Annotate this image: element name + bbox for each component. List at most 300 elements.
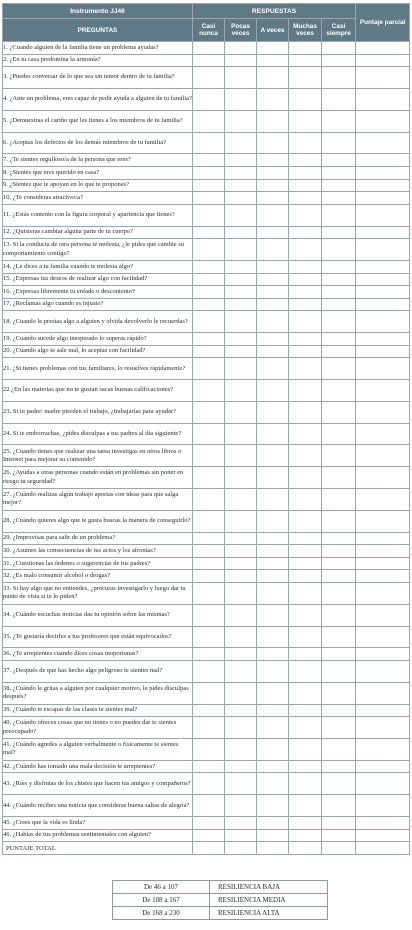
answer-cell[interactable] xyxy=(193,166,225,179)
answer-cell[interactable] xyxy=(257,67,289,89)
answer-cell[interactable] xyxy=(193,226,225,239)
answer-cell[interactable] xyxy=(193,489,225,511)
answer-cell[interactable] xyxy=(257,260,289,273)
question-row xyxy=(3,166,410,179)
instrument-title: Instrumento JJ46 xyxy=(3,4,193,19)
answer-cell[interactable] xyxy=(257,204,289,226)
answer-cell[interactable] xyxy=(193,467,225,489)
answer-cell[interactable] xyxy=(193,717,225,739)
answer-cell[interactable] xyxy=(225,239,257,261)
answer-cell[interactable] xyxy=(225,298,257,311)
answer-cell[interactable] xyxy=(193,88,225,110)
answer-cell[interactable] xyxy=(225,380,257,402)
partial-score-cell[interactable] xyxy=(356,760,410,773)
answer-cell[interactable] xyxy=(193,423,225,445)
answer-cell[interactable] xyxy=(225,648,257,661)
partial-score-cell[interactable] xyxy=(356,445,410,467)
answer-cell[interactable] xyxy=(225,626,257,648)
partial-score-cell[interactable] xyxy=(356,286,410,299)
answer-cell[interactable] xyxy=(289,333,322,346)
answer-cell[interactable] xyxy=(193,532,225,545)
answer-cell[interactable] xyxy=(193,154,225,167)
answer-cell[interactable] xyxy=(257,192,289,205)
partial-score-cell[interactable] xyxy=(356,88,410,110)
answer-cell[interactable] xyxy=(289,311,322,333)
answer-cell[interactable] xyxy=(257,648,289,661)
answer-cell[interactable] xyxy=(193,401,225,423)
answer-cell[interactable] xyxy=(225,682,257,704)
answer-cell[interactable] xyxy=(225,286,257,299)
answer-cell[interactable] xyxy=(322,604,356,626)
partial-score-cell[interactable] xyxy=(356,467,410,489)
answer-cell[interactable] xyxy=(225,42,257,55)
answer-cell[interactable] xyxy=(257,545,289,558)
answer-cell[interactable] xyxy=(289,570,322,583)
answer-cell[interactable] xyxy=(257,570,289,583)
answer-cell[interactable] xyxy=(225,54,257,67)
answer-cell[interactable] xyxy=(257,445,289,467)
answer-cell[interactable] xyxy=(289,273,322,286)
answer-cell[interactable] xyxy=(322,489,356,511)
partial-score-cell[interactable] xyxy=(356,273,410,286)
question-text: 39. ¿Cuándo te escapas de las clases te sientes mal? xyxy=(3,704,193,717)
answer-cell[interactable] xyxy=(322,358,356,380)
partial-score-cell[interactable] xyxy=(356,192,410,205)
partial-score-cell[interactable] xyxy=(356,423,410,445)
total-cell xyxy=(257,842,289,855)
answer-cell[interactable] xyxy=(225,817,257,830)
answer-cell[interactable] xyxy=(225,570,257,583)
answer-cell[interactable] xyxy=(322,286,356,299)
answer-cell[interactable] xyxy=(257,333,289,346)
answer-cell[interactable] xyxy=(289,154,322,167)
answer-cell[interactable] xyxy=(289,239,322,261)
answer-cell[interactable] xyxy=(322,626,356,648)
answer-cell[interactable] xyxy=(322,817,356,830)
answer-cell[interactable] xyxy=(257,380,289,402)
answer-cell[interactable] xyxy=(257,54,289,67)
answer-cell[interactable] xyxy=(257,286,289,299)
partial-score-cell[interactable] xyxy=(356,179,410,192)
question-text: 33. Si hay algo que no entiendes, ¿procuras investigarlo y luego dar tu punto de vista si te lo piden? xyxy=(3,583,193,605)
answer-cell[interactable] xyxy=(289,661,322,683)
answer-cell[interactable] xyxy=(193,132,225,154)
answer-cell[interactable] xyxy=(257,532,289,545)
answer-cell[interactable] xyxy=(193,682,225,704)
answer-cell[interactable] xyxy=(322,682,356,704)
answer-cell[interactable] xyxy=(193,298,225,311)
answer-cell[interactable] xyxy=(225,226,257,239)
partial-score-cell[interactable] xyxy=(356,545,410,558)
answer-cell[interactable] xyxy=(193,795,225,817)
partial-score-cell[interactable] xyxy=(356,42,410,55)
answer-cell[interactable] xyxy=(225,532,257,545)
answer-cell[interactable] xyxy=(193,260,225,273)
answer-cell[interactable] xyxy=(322,532,356,545)
answer-cell[interactable] xyxy=(257,226,289,239)
question-text: 24. Si te emborrachas, ¿pides disculpas a tus padres al día siguiente? xyxy=(3,423,193,445)
answer-cell[interactable] xyxy=(322,54,356,67)
answer-cell[interactable] xyxy=(289,829,322,842)
answer-cell[interactable] xyxy=(289,204,322,226)
answer-cell[interactable] xyxy=(289,298,322,311)
answer-cell[interactable] xyxy=(257,510,289,532)
answer-cell[interactable] xyxy=(193,604,225,626)
answer-cell[interactable] xyxy=(289,260,322,273)
answer-cell[interactable] xyxy=(257,345,289,358)
partial-score-cell[interactable] xyxy=(356,132,410,154)
answer-cell[interactable] xyxy=(225,154,257,167)
answer-cell[interactable] xyxy=(225,423,257,445)
answer-cell[interactable] xyxy=(193,661,225,683)
partial-score-cell[interactable] xyxy=(356,226,410,239)
partial-score-cell[interactable] xyxy=(356,717,410,739)
answer-cell[interactable] xyxy=(193,345,225,358)
answer-cell[interactable] xyxy=(193,179,225,192)
answer-cell[interactable] xyxy=(322,67,356,89)
partial-score-cell[interactable] xyxy=(356,739,410,761)
answer-cell[interactable] xyxy=(225,192,257,205)
answer-cell[interactable] xyxy=(322,648,356,661)
answer-cell[interactable] xyxy=(193,557,225,570)
range-row xyxy=(113,881,328,894)
option-almost-always: Casi siempre xyxy=(322,19,356,42)
partial-score-cell[interactable] xyxy=(356,110,410,132)
partial-score-cell[interactable] xyxy=(356,204,410,226)
answer-cell[interactable] xyxy=(289,110,322,132)
answer-cell[interactable] xyxy=(193,510,225,532)
partial-score-cell[interactable] xyxy=(356,532,410,545)
answer-cell[interactable] xyxy=(322,510,356,532)
answer-cell[interactable] xyxy=(322,192,356,205)
answer-cell[interactable] xyxy=(257,401,289,423)
answer-cell[interactable] xyxy=(193,648,225,661)
answer-cell[interactable] xyxy=(193,739,225,761)
partial-score-cell[interactable] xyxy=(356,358,410,380)
answer-cell[interactable] xyxy=(193,358,225,380)
answer-cell[interactable] xyxy=(289,445,322,467)
answer-cell[interactable] xyxy=(289,682,322,704)
answer-cell[interactable] xyxy=(289,358,322,380)
answer-cell[interactable] xyxy=(257,239,289,261)
answer-cell[interactable] xyxy=(257,132,289,154)
answer-cell[interactable] xyxy=(322,110,356,132)
answer-cell[interactable] xyxy=(322,260,356,273)
partial-score-cell[interactable] xyxy=(356,239,410,261)
resilience-level: RESILIENCIA BAJA xyxy=(210,881,328,894)
answer-cell[interactable] xyxy=(193,192,225,205)
question-text: 30. ¿Asumes las consecuencias de tus actos y los afrontas? xyxy=(3,545,193,558)
answer-cell[interactable] xyxy=(322,760,356,773)
answer-cell[interactable] xyxy=(193,110,225,132)
answer-cell[interactable] xyxy=(289,423,322,445)
answer-cell[interactable] xyxy=(225,795,257,817)
answer-cell[interactable] xyxy=(257,661,289,683)
question-text: 36. ¿Te arrepientes cuando dices cosas inoportunas? xyxy=(3,648,193,661)
answer-cell[interactable] xyxy=(193,54,225,67)
answer-cell[interactable] xyxy=(289,380,322,402)
answer-cell[interactable] xyxy=(322,166,356,179)
partial-score-cell[interactable] xyxy=(356,166,410,179)
answer-cell[interactable] xyxy=(322,226,356,239)
answer-cell[interactable] xyxy=(193,42,225,55)
answer-cell[interactable] xyxy=(322,545,356,558)
answer-cell[interactable] xyxy=(289,166,322,179)
answer-cell[interactable] xyxy=(289,583,322,605)
answer-cell[interactable] xyxy=(225,110,257,132)
partial-score-cell[interactable] xyxy=(356,67,410,89)
question-row xyxy=(3,54,410,67)
partial-score-cell[interactable] xyxy=(356,54,410,67)
answer-cell[interactable] xyxy=(322,467,356,489)
answer-cell[interactable] xyxy=(225,467,257,489)
answer-cell[interactable] xyxy=(225,773,257,795)
answer-cell[interactable] xyxy=(193,760,225,773)
answer-cell[interactable] xyxy=(257,760,289,773)
answer-cell[interactable] xyxy=(289,54,322,67)
answer-cell[interactable] xyxy=(257,583,289,605)
answer-cell[interactable] xyxy=(289,67,322,89)
answer-cell[interactable] xyxy=(257,795,289,817)
answer-cell[interactable] xyxy=(289,532,322,545)
answer-cell[interactable] xyxy=(225,179,257,192)
partial-score-cell[interactable] xyxy=(356,648,410,661)
partial-score-cell[interactable] xyxy=(356,829,410,842)
answer-cell[interactable] xyxy=(225,704,257,717)
answer-cell[interactable] xyxy=(322,795,356,817)
answer-cell[interactable] xyxy=(322,739,356,761)
answer-cell[interactable] xyxy=(193,239,225,261)
answer-cell[interactable] xyxy=(225,345,257,358)
answer-cell[interactable] xyxy=(225,401,257,423)
answer-cell[interactable] xyxy=(322,773,356,795)
answer-cell[interactable] xyxy=(193,204,225,226)
answer-cell[interactable] xyxy=(257,817,289,830)
answer-cell[interactable] xyxy=(225,829,257,842)
partial-score-cell[interactable] xyxy=(356,401,410,423)
answer-cell[interactable] xyxy=(322,380,356,402)
question-row xyxy=(3,489,410,511)
answer-cell[interactable] xyxy=(257,423,289,445)
answer-cell[interactable] xyxy=(225,717,257,739)
answer-cell[interactable] xyxy=(225,445,257,467)
answer-cell[interactable] xyxy=(257,298,289,311)
answer-cell[interactable] xyxy=(322,273,356,286)
answer-cell[interactable] xyxy=(225,545,257,558)
answer-cell[interactable] xyxy=(289,42,322,55)
partial-score-cell[interactable] xyxy=(356,704,410,717)
answer-cell[interactable] xyxy=(322,661,356,683)
answer-cell[interactable] xyxy=(322,583,356,605)
answer-cell[interactable] xyxy=(322,717,356,739)
range-row xyxy=(113,907,328,920)
answer-cell[interactable] xyxy=(225,67,257,89)
answer-cell[interactable] xyxy=(257,166,289,179)
answer-cell[interactable] xyxy=(225,132,257,154)
question-row xyxy=(3,510,410,532)
answer-cell[interactable] xyxy=(289,795,322,817)
answer-cell[interactable] xyxy=(289,648,322,661)
answer-cell[interactable] xyxy=(257,773,289,795)
answer-cell[interactable] xyxy=(193,583,225,605)
answer-cell[interactable] xyxy=(225,739,257,761)
answer-cell[interactable] xyxy=(257,311,289,333)
partial-score-cell[interactable] xyxy=(356,260,410,273)
answer-cell[interactable] xyxy=(257,110,289,132)
answer-cell[interactable] xyxy=(322,298,356,311)
answer-cell[interactable] xyxy=(225,273,257,286)
answer-cell[interactable] xyxy=(257,467,289,489)
answer-cell[interactable] xyxy=(257,739,289,761)
score-range: De 108 a 167 xyxy=(113,894,210,907)
partial-score-cell[interactable] xyxy=(356,311,410,333)
partial-score-cell[interactable] xyxy=(356,795,410,817)
answer-cell[interactable] xyxy=(289,604,322,626)
partial-score-cell[interactable] xyxy=(356,817,410,830)
answer-cell[interactable] xyxy=(193,333,225,346)
answer-cell[interactable] xyxy=(225,557,257,570)
answer-cell[interactable] xyxy=(225,358,257,380)
answer-cell[interactable] xyxy=(322,345,356,358)
answer-cell[interactable] xyxy=(289,88,322,110)
answer-cell[interactable] xyxy=(322,704,356,717)
partial-score-cell[interactable] xyxy=(356,333,410,346)
question-text: 20. ¿Cuando algo te sale mal, lo aceptas con facilidad? xyxy=(3,345,193,358)
answer-cell[interactable] xyxy=(322,829,356,842)
answer-cell[interactable] xyxy=(289,626,322,648)
answer-cell[interactable] xyxy=(289,557,322,570)
answer-cell[interactable] xyxy=(225,510,257,532)
answer-cell[interactable] xyxy=(289,717,322,739)
answer-cell[interactable] xyxy=(225,260,257,273)
answer-cell[interactable] xyxy=(193,829,225,842)
answer-cell[interactable] xyxy=(193,773,225,795)
answer-cell[interactable] xyxy=(225,333,257,346)
answer-cell[interactable] xyxy=(322,401,356,423)
answer-cell[interactable] xyxy=(225,489,257,511)
answer-cell[interactable] xyxy=(193,570,225,583)
answer-cell[interactable] xyxy=(289,192,322,205)
answer-cell[interactable] xyxy=(193,380,225,402)
partial-score-cell[interactable] xyxy=(356,583,410,605)
question-row xyxy=(3,179,410,192)
answer-cell[interactable] xyxy=(322,557,356,570)
answer-cell[interactable] xyxy=(193,704,225,717)
answer-cell[interactable] xyxy=(289,467,322,489)
partial-score-cell[interactable] xyxy=(356,510,410,532)
answer-cell[interactable] xyxy=(289,704,322,717)
answer-cell[interactable] xyxy=(289,179,322,192)
answer-cell[interactable] xyxy=(257,626,289,648)
answer-cell[interactable] xyxy=(322,423,356,445)
partial-score-cell[interactable] xyxy=(356,154,410,167)
answer-cell[interactable] xyxy=(322,333,356,346)
answer-cell[interactable] xyxy=(322,204,356,226)
answer-cell[interactable] xyxy=(257,273,289,286)
answer-cell[interactable] xyxy=(289,286,322,299)
answer-cell[interactable] xyxy=(225,583,257,605)
answer-cell[interactable] xyxy=(257,829,289,842)
partial-score-cell[interactable] xyxy=(356,570,410,583)
answer-cell[interactable] xyxy=(193,311,225,333)
answer-cell[interactable] xyxy=(322,445,356,467)
question-text: 19. ¿Cuando sucede algo inesperado lo superas rápido? xyxy=(3,333,193,346)
answer-cell[interactable] xyxy=(193,626,225,648)
answer-cell[interactable] xyxy=(322,42,356,55)
answer-cell[interactable] xyxy=(225,311,257,333)
answer-cell[interactable] xyxy=(289,739,322,761)
partial-score-cell[interactable] xyxy=(356,557,410,570)
answer-cell[interactable] xyxy=(289,132,322,154)
answer-cell[interactable] xyxy=(322,88,356,110)
answer-cell[interactable] xyxy=(257,682,289,704)
answer-cell[interactable] xyxy=(289,401,322,423)
answer-cell[interactable] xyxy=(193,67,225,89)
partial-score-cell[interactable] xyxy=(356,661,410,683)
answer-cell[interactable] xyxy=(289,489,322,511)
answer-cell[interactable] xyxy=(257,604,289,626)
answer-cell[interactable] xyxy=(322,239,356,261)
answer-cell[interactable] xyxy=(289,226,322,239)
answer-cell[interactable] xyxy=(225,661,257,683)
answer-cell[interactable] xyxy=(322,154,356,167)
answer-cell[interactable] xyxy=(289,510,322,532)
answer-cell[interactable] xyxy=(193,545,225,558)
answer-cell[interactable] xyxy=(322,570,356,583)
answer-cell[interactable] xyxy=(225,760,257,773)
answer-cell[interactable] xyxy=(257,489,289,511)
answer-cell[interactable] xyxy=(193,286,225,299)
answer-cell[interactable] xyxy=(193,817,225,830)
questionnaire-sheet xyxy=(2,3,409,855)
partial-score-cell[interactable] xyxy=(356,626,410,648)
answer-cell[interactable] xyxy=(257,154,289,167)
partial-score-cell[interactable] xyxy=(356,298,410,311)
answer-cell[interactable] xyxy=(257,88,289,110)
answer-cell[interactable] xyxy=(225,166,257,179)
answer-cell[interactable] xyxy=(322,132,356,154)
answer-cell[interactable] xyxy=(257,358,289,380)
answer-cell[interactable] xyxy=(257,42,289,55)
answer-cell[interactable] xyxy=(225,204,257,226)
answer-cell[interactable] xyxy=(193,445,225,467)
answer-cell[interactable] xyxy=(225,604,257,626)
answer-cell[interactable] xyxy=(257,179,289,192)
question-row xyxy=(3,333,410,346)
partial-score-cell[interactable] xyxy=(356,682,410,704)
answer-cell[interactable] xyxy=(257,557,289,570)
question-text: 44. ¿Cuándo recibes una noticia que consideras buena saltas de alegría? xyxy=(3,795,193,817)
answer-cell[interactable] xyxy=(322,179,356,192)
partial-score-header: Puntaje parcial xyxy=(356,4,410,42)
question-text: 15. ¿Expresas tus deseos de realizar algo con facilidad? xyxy=(3,273,193,286)
answer-cell[interactable] xyxy=(257,704,289,717)
answer-cell[interactable] xyxy=(289,773,322,795)
answer-cell[interactable] xyxy=(289,817,322,830)
partial-score-cell[interactable] xyxy=(356,345,410,358)
partial-score-cell[interactable] xyxy=(356,773,410,795)
answer-cell[interactable] xyxy=(225,88,257,110)
answer-cell[interactable] xyxy=(193,273,225,286)
answer-cell[interactable] xyxy=(289,345,322,358)
partial-score-cell[interactable] xyxy=(356,489,410,511)
answer-cell[interactable] xyxy=(322,311,356,333)
partial-score-cell[interactable] xyxy=(356,380,410,402)
answer-cell[interactable] xyxy=(289,545,322,558)
partial-score-cell[interactable] xyxy=(356,604,410,626)
answer-cell[interactable] xyxy=(257,717,289,739)
answer-cell[interactable] xyxy=(289,760,322,773)
